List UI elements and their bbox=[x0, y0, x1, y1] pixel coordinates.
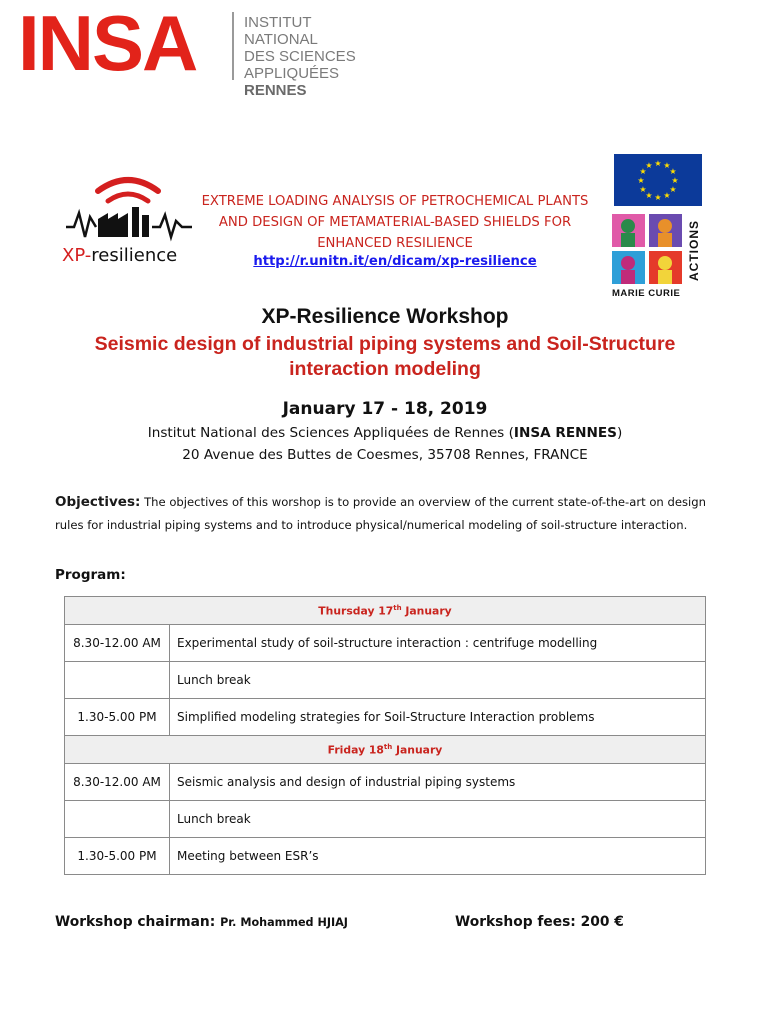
table-row bbox=[65, 801, 706, 838]
table-row bbox=[65, 662, 706, 699]
session-activity: Experimental study of soil-structure interaction : centrifuge modelling bbox=[170, 625, 706, 662]
session-activity: Lunch break bbox=[170, 801, 706, 838]
table-row bbox=[65, 625, 706, 662]
insa-line-1: INSTITUT NATIONAL bbox=[244, 14, 318, 48]
eu-stars-icon bbox=[614, 154, 702, 206]
day-label: Thursday 17 bbox=[318, 604, 394, 618]
day-header-row bbox=[65, 597, 706, 625]
day-header bbox=[65, 597, 706, 625]
svg-text:★: ★ bbox=[639, 185, 647, 194]
project-url-link[interactable]: http://r.unitn.it/en/dicam/xp-resilience bbox=[253, 254, 537, 269]
insa-line-4: RENNES bbox=[244, 82, 307, 99]
table-row bbox=[65, 699, 706, 736]
insa-line-3: APPLIQUÉES bbox=[244, 65, 340, 82]
insa-logo-lines bbox=[244, 14, 378, 99]
session-activity: Lunch break bbox=[170, 662, 706, 699]
marie-curie-portrait-icon bbox=[612, 214, 645, 247]
session-activity: Simplified modeling strategies for Soil-Structure Interaction problems bbox=[170, 699, 706, 736]
svg-text:★: ★ bbox=[645, 161, 653, 170]
marie-curie-caption: MARIE CURIE bbox=[612, 288, 681, 299]
svg-text:★: ★ bbox=[669, 167, 677, 176]
svg-text:★: ★ bbox=[645, 191, 653, 200]
session-time bbox=[65, 801, 170, 838]
svg-text:★: ★ bbox=[637, 176, 645, 185]
day-month: January bbox=[392, 743, 443, 757]
chairman-label: Workshop chairman: bbox=[55, 914, 216, 930]
day-ordinal: th bbox=[393, 603, 402, 612]
fees-label: Workshop fees: bbox=[455, 914, 576, 930]
day-header-row bbox=[65, 736, 706, 764]
marie-curie-portrait-icon bbox=[649, 214, 682, 247]
objectives-label: Objectives: bbox=[55, 494, 141, 510]
insa-line-2: DES SCIENCES bbox=[244, 48, 356, 65]
venue-suffix: ) bbox=[616, 425, 623, 441]
session-time: 1.30-5.00 PM bbox=[65, 699, 170, 736]
xp-resilience-logo bbox=[56, 165, 201, 275]
xp-resilience-emblem-icon bbox=[56, 165, 201, 245]
svg-text:★: ★ bbox=[669, 185, 677, 194]
table-row bbox=[65, 838, 706, 875]
workshop-title: XP-Resilience Workshop bbox=[261, 305, 509, 328]
chairman-name: Pr. Mohammed HJIAJ bbox=[220, 916, 348, 929]
day-ordinal: th bbox=[383, 742, 393, 751]
insa-logo-wordmark: INSA bbox=[18, 0, 197, 87]
venue-name bbox=[0, 425, 770, 441]
session-time: 8.30-12.00 AM bbox=[65, 764, 170, 801]
venue-short-name: INSA RENNES bbox=[513, 425, 617, 441]
program-label: Program: bbox=[55, 567, 126, 583]
insa-logo-divider bbox=[232, 12, 234, 80]
xp-prefix: XP- bbox=[62, 245, 92, 266]
session-time: 1.30-5.00 PM bbox=[65, 838, 170, 875]
marie-curie-logo bbox=[612, 214, 704, 300]
session-activity: Seismic analysis and design of industrial piping systems bbox=[170, 764, 706, 801]
marie-curie-portrait-icon bbox=[649, 251, 682, 284]
workshop-chairman bbox=[55, 914, 348, 930]
project-title: EXTREME LOADING ANALYSIS OF PETROCHEMICAL PLANTS AND DESIGN OF METAMATERIAL-BASED SHIELDS FOR ENHANCED RESILIENCE bbox=[201, 194, 589, 251]
day-label: Friday 18 bbox=[327, 743, 384, 757]
venue-address: 20 Avenue des Buttes de Coesmes, 35708 Rennes, FRANCE bbox=[182, 447, 588, 463]
xp-resilience-wordmark bbox=[62, 245, 177, 266]
session-activity: Meeting between ESR’s bbox=[170, 838, 706, 875]
objectives-text: The objectives of this worshop is to provide an overview of the current state-of-the-art on design rules for industrial piping systems and to introduce physical/numerical modeling of soil-structure interaction. bbox=[55, 495, 706, 532]
marie-curie-portrait-icon bbox=[612, 251, 645, 284]
svg-text:★: ★ bbox=[639, 167, 647, 176]
svg-text:★: ★ bbox=[663, 161, 671, 170]
fees-value: 200 € bbox=[580, 914, 624, 930]
eu-flag-icon bbox=[614, 154, 702, 206]
marie-curie-actions-label: ACTIONS bbox=[687, 220, 701, 282]
svg-text:★: ★ bbox=[663, 191, 671, 200]
program-table bbox=[64, 596, 706, 875]
day-month: January bbox=[401, 604, 452, 618]
svg-text:★: ★ bbox=[671, 176, 679, 185]
objectives-paragraph bbox=[55, 491, 720, 537]
workshop-subtitle: Seismic design of industrial piping systems and Soil-Structure interaction modeling bbox=[94, 333, 676, 380]
table-row bbox=[65, 764, 706, 801]
day-header bbox=[65, 736, 706, 764]
xp-suffix: resilience bbox=[91, 245, 178, 266]
workshop-date: January 17 - 18, 2019 bbox=[282, 399, 488, 419]
svg-text:★: ★ bbox=[654, 193, 662, 202]
session-time: 8.30-12.00 AM bbox=[65, 625, 170, 662]
workshop-fees bbox=[455, 914, 624, 930]
insa-logo bbox=[18, 0, 378, 99]
session-time bbox=[65, 662, 170, 699]
svg-text:★: ★ bbox=[654, 159, 662, 168]
venue-prefix: Institut National des Sciences Appliquées de Rennes ( bbox=[147, 425, 514, 441]
